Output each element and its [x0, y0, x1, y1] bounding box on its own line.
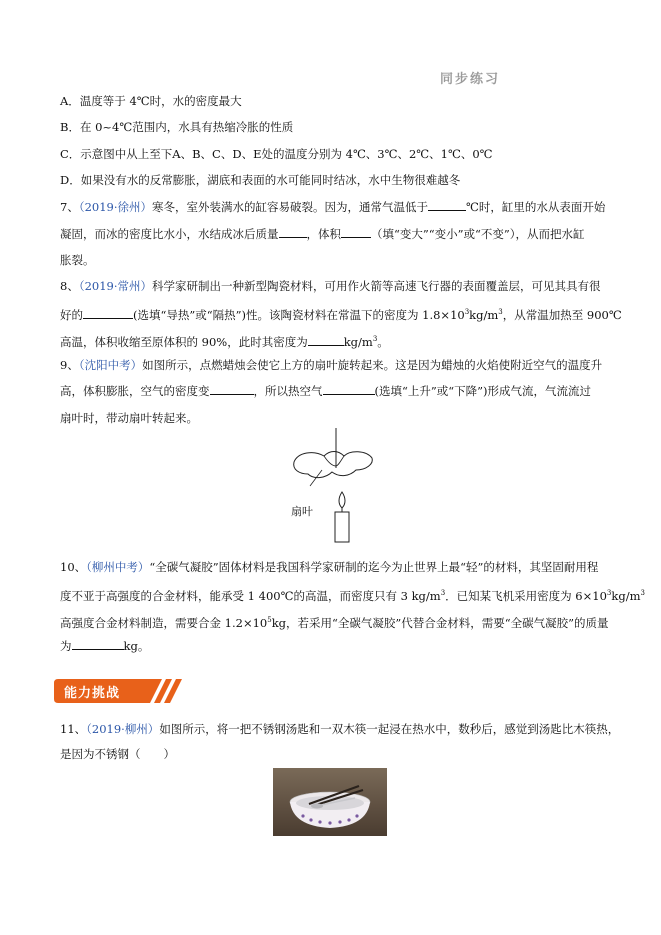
question-8-line-1 [60, 277, 606, 295]
unit: kg/m [469, 307, 499, 322]
question-text: 高强度合金材料制造，需要合金 1.2×10 [60, 615, 268, 630]
fan-blade-shape [294, 452, 373, 478]
question-text: （填“变大”“变小”或“不变”），从而把水缸 [371, 227, 585, 241]
question-text: (选填“导热”或“隔热”)性。该陶瓷材料在常温下的密度为 1.8×10 [133, 307, 465, 322]
answer-blank[interactable] [428, 198, 466, 211]
question-number: 11、 [60, 722, 87, 736]
question-text: 高，体积膨胀，空气的密度变 [60, 384, 210, 398]
answer-blank[interactable] [83, 306, 133, 319]
question-9-line-3: 扇叶时，带动扇叶转起来。 [60, 411, 198, 425]
question-11-line-1 [60, 720, 620, 738]
exponent: 3 [606, 589, 612, 597]
question-text: ，所以热空气 [253, 384, 323, 398]
question-text: 科学家研制出一种新型陶瓷材料，可用作火箭等高速飞行器的表面覆盖层，可见其具有很 [152, 279, 601, 293]
answer-blank[interactable] [323, 382, 375, 395]
answer-blank[interactable] [72, 637, 124, 650]
fan-blade-fold [324, 456, 344, 466]
question-text: 如图所示，将一把不锈钢汤匙和一双木筷一起浸在热水中，数秒后，感觉到汤匙比木筷热， [159, 722, 620, 736]
exponent: 3 [640, 589, 645, 597]
unit: kg。 [123, 639, 150, 653]
unit: kg/m [611, 588, 641, 603]
question-text: ，从常温加热至 900℃ [502, 307, 622, 322]
exponent: 3 [372, 335, 378, 343]
question-7-line-3: 胀裂。 [60, 253, 95, 267]
question-text: ℃时，缸里的水从表面开始 [466, 200, 606, 214]
question-source: （柳州中考） [86, 560, 150, 574]
answer-blank[interactable] [308, 333, 344, 346]
spoon-bowl [311, 804, 323, 809]
question-9-line-2 [60, 382, 606, 400]
question-7-line-2 [60, 225, 606, 243]
option-d: D．如果没有水的反常膨胀，湖底和表面的水可能同时结冰，水中生物很难越冬 [60, 173, 461, 187]
question-text: 凝固，而冰的密度比水小，水结成冰后质量 [60, 227, 279, 241]
question-9-line-1 [60, 356, 606, 374]
answer-blank[interactable] [341, 225, 371, 238]
question-text: 好的 [60, 307, 83, 322]
question-number: 9、 [60, 358, 79, 372]
question-10-line-3 [60, 611, 609, 632]
question-text: (选填“上升”或“下降”)形成气流，气流流过 [374, 384, 591, 398]
question-7-line-1 [60, 198, 606, 216]
question-text: 。 [377, 334, 389, 349]
question-source: （2019·徐州） [78, 200, 152, 214]
question-text: 高温，体积收缩至原体积的 90%，此时其密度为 [60, 334, 308, 349]
question-source: （沈阳中考） [78, 358, 143, 372]
candle-body [335, 512, 349, 542]
question-number: 10、 [60, 560, 87, 574]
question-source: （2019·常州） [78, 279, 152, 293]
question-11-line-2: 是因为不锈钢（ ） [60, 747, 175, 761]
option-a: A．温度等于 4℃时，水的密度最大 [60, 94, 242, 108]
question-source: （2019·柳州） [86, 722, 160, 736]
answer-blank[interactable] [279, 225, 307, 238]
exponent: 3 [440, 589, 446, 597]
question-text: 为 [60, 639, 72, 653]
unit: kg/m [343, 334, 373, 349]
label-pointer [310, 470, 322, 486]
question-text: 寒冬，室外装满水的缸容易破裂。因为，通常气温低于 [152, 200, 428, 214]
figure-label-fan: 扇叶 [291, 505, 313, 518]
question-10-line-1 [60, 558, 606, 576]
question-text: 度不亚于高强度的合金材料，能承受 1 400℃的高温，而密度只有 3 kg/m [60, 588, 441, 603]
exponent: 5 [267, 616, 272, 624]
flame-icon [339, 492, 345, 508]
question-text: kg，若采用“全碳气凝胶”代替合金材料，需要“全碳气凝胶”的质量 [271, 615, 609, 630]
candle-fan-figure [280, 426, 390, 544]
question-text: 如图所示，点燃蜡烛会使它上方的扇叶旋转起来。这是因为蜡烛的火焰使附近空气的温度升 [142, 358, 603, 372]
question-8-line-3 [60, 330, 606, 351]
question-number: 7、 [60, 200, 79, 214]
exponent: 3 [464, 308, 470, 316]
question-text: ．已知某飞机采用密度为 6×10 [445, 588, 607, 603]
question-text: “全碳气凝胶”固体材料是我国科学家研制的迄今为止世界上最“轻”的材料，其坚固耐用程 [149, 560, 599, 574]
question-text: ，体积 [306, 227, 341, 241]
option-b: B．在 0~4℃范围内，水具有热缩冷胀的性质 [60, 120, 294, 134]
question-10-line-2 [60, 584, 645, 605]
section-title: 同步练习 [440, 72, 501, 87]
bowl-photo [273, 768, 387, 836]
question-10-line-4 [60, 637, 606, 655]
question-8-line-2 [60, 303, 622, 324]
option-c: C．示意图中从上至下A、B、C、D、E处的温度分别为 4℃、3℃、2℃、1℃、0℃ [60, 147, 493, 161]
banner-label: 能力挑战 [64, 686, 121, 701]
exponent: 3 [498, 308, 503, 316]
answer-blank[interactable] [210, 382, 254, 395]
question-number: 8、 [60, 279, 79, 293]
